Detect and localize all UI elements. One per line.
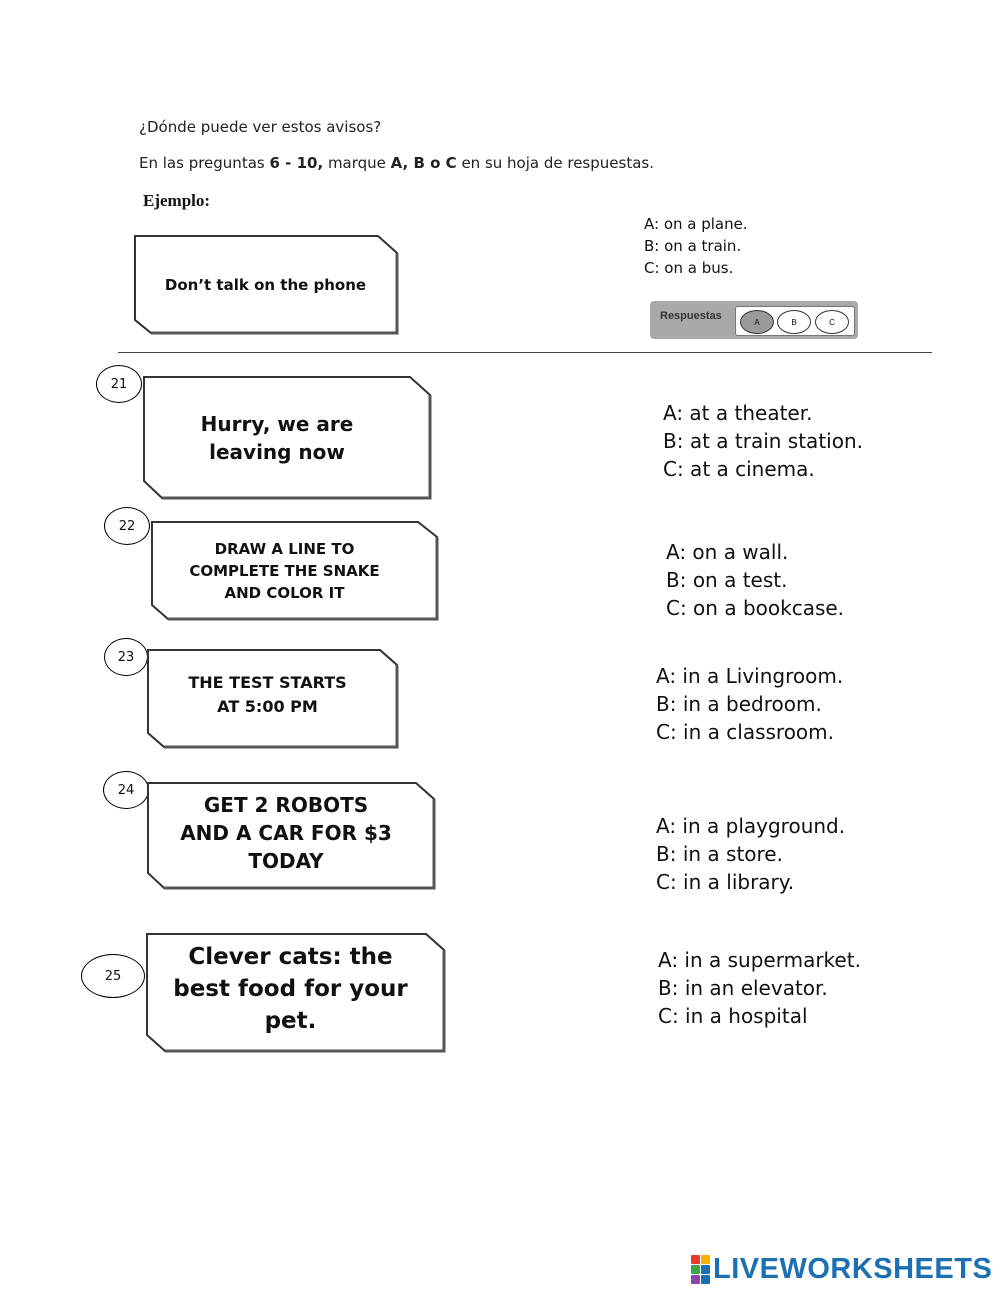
option-b[interactable]: B: in a store. xyxy=(656,842,783,866)
question-sign-text: DRAW A LINE TO COMPLETE THE SNAKE AND COLOR IT xyxy=(189,539,380,602)
example-sign-text: Don’t talk on the phone xyxy=(164,275,367,294)
question-number: 21 xyxy=(96,365,142,403)
example-options xyxy=(644,213,748,279)
question-sign-text: GET 2 ROBOTS AND A CAR FOR $3 TODAY xyxy=(180,792,392,873)
option-b[interactable]: B: on a test. xyxy=(666,568,788,592)
question-number: 24 xyxy=(103,771,149,809)
question-number: 25 xyxy=(81,954,145,998)
answer-bubbles xyxy=(735,306,855,336)
example-sign xyxy=(133,234,398,335)
logo-mark-icon xyxy=(691,1255,710,1284)
option-a[interactable]: A: on a wall. xyxy=(666,540,789,564)
question-options xyxy=(666,538,844,622)
bubble-c[interactable]: C xyxy=(815,310,849,334)
option-c[interactable]: C: on a bookcase. xyxy=(666,596,845,620)
instruction-text-1: En las preguntas xyxy=(139,154,270,172)
question-sign xyxy=(145,932,446,1053)
instruction-range: 6 - 10, xyxy=(269,154,324,172)
question-sign xyxy=(146,781,436,890)
option-a[interactable]: A: at a theater. xyxy=(663,401,813,425)
option-c[interactable]: C: in a library. xyxy=(656,870,795,894)
example-option-c: C: on a bus. xyxy=(644,259,734,277)
option-b[interactable]: B: at a train station. xyxy=(663,429,863,453)
option-c[interactable]: C: at a cinema. xyxy=(663,457,815,481)
question-options xyxy=(656,662,843,746)
option-b[interactable]: B: in a bedroom. xyxy=(656,692,822,716)
question-sign-text: Hurry, we are leaving now xyxy=(200,411,354,464)
option-a[interactable]: A: in a supermarket. xyxy=(658,948,861,972)
question-options xyxy=(663,399,863,483)
logo-text: LIVEWORKSHEETS xyxy=(713,1252,993,1285)
option-a[interactable]: A: in a Livingroom. xyxy=(656,664,844,688)
answer-box xyxy=(650,301,858,339)
example-option-a: A: on a plane. xyxy=(644,215,748,233)
question-number: 23 xyxy=(104,638,148,676)
example-label: Ejemplo: xyxy=(143,191,211,210)
answer-box-label: Respuestas xyxy=(660,310,722,322)
option-b[interactable]: B: in an elevator. xyxy=(658,976,828,1000)
liveworksheets-logo xyxy=(691,1254,992,1284)
bubble-a[interactable]: A xyxy=(740,310,774,334)
divider xyxy=(118,352,932,353)
instruction-question: ¿Dónde puede ver estos avisos? xyxy=(139,118,382,136)
instruction-text-3: en su hoja de respuestas. xyxy=(456,154,654,172)
bubble-b[interactable]: B xyxy=(777,310,811,334)
option-c[interactable]: C: in a classroom. xyxy=(656,720,835,744)
example-option-b: B: on a train. xyxy=(644,237,742,255)
question-sign-text: Clever cats: the best food for your pet. xyxy=(173,943,408,1034)
option-c[interactable]: C: in a hospital xyxy=(658,1004,808,1028)
question-sign xyxy=(150,520,439,621)
question-options xyxy=(656,812,845,896)
instruction-text-2: marque xyxy=(323,154,391,172)
instruction-line xyxy=(139,154,654,172)
option-a[interactable]: A: in a playground. xyxy=(656,814,846,838)
question-sign xyxy=(146,648,399,749)
question-sign-text: THE TEST STARTS AT 5:00 PM xyxy=(188,672,347,716)
question-sign xyxy=(142,375,432,500)
instruction-choices: A, B o C xyxy=(390,154,457,172)
question-options xyxy=(658,946,861,1030)
question-number: 22 xyxy=(104,507,150,545)
